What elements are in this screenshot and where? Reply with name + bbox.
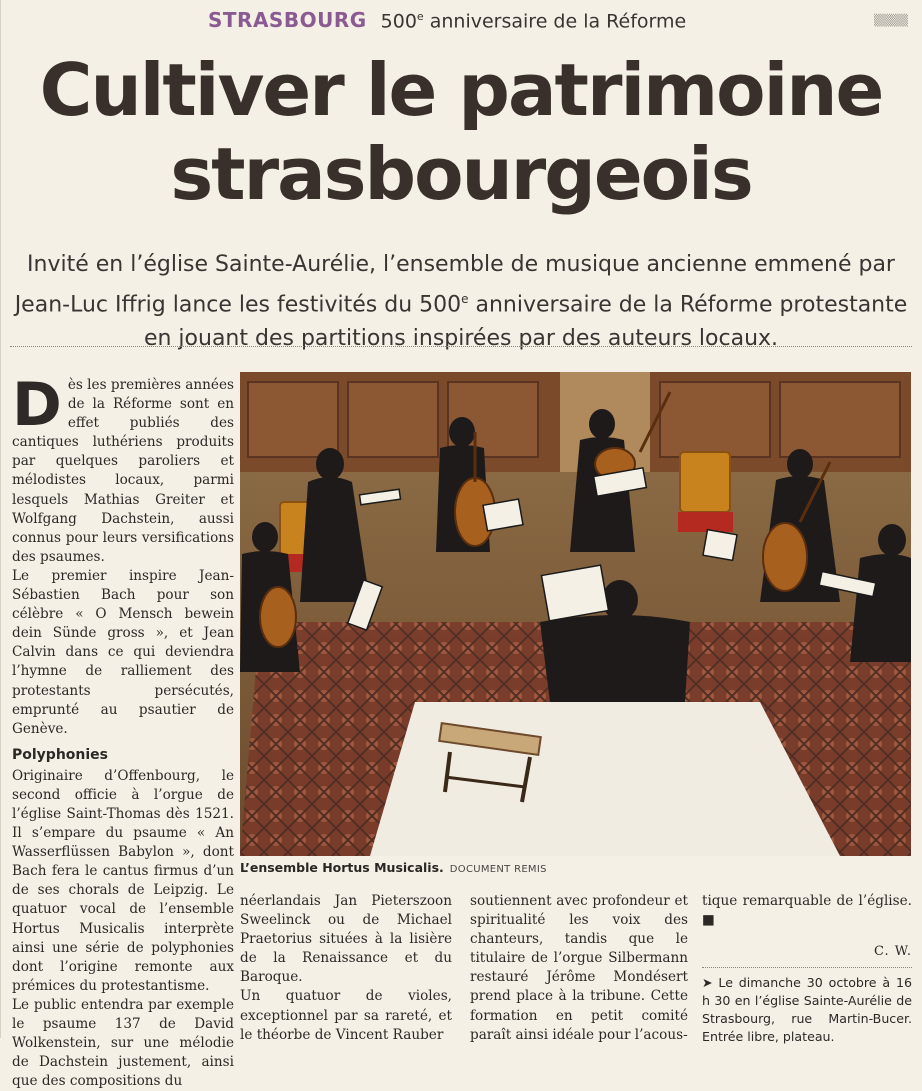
article-column-3 bbox=[470, 892, 688, 1045]
lede-line-2: Jean-Luc Iffrig lance les festivités du 500e anniversaire de la Réforme protestante bbox=[14, 292, 908, 318]
event-info: ➤ Le dimanche 30 octobre à 16 h 30 en l’église Sainte-Aurélie de Strasbourg, rue Martin-Bucer. Entrée libre, plateau. bbox=[702, 975, 912, 1045]
article-column-2 bbox=[240, 892, 452, 1045]
lede-line-3: en jouant des partitions inspirées par des auteurs locaux. bbox=[143, 326, 779, 352]
adjacent-page-fragment: ▒▒▒▒ bbox=[874, 14, 908, 27]
article-photo bbox=[240, 372, 911, 856]
paragraph-8: tique remarquable de l’église. ■ bbox=[702, 893, 912, 929]
kicker bbox=[208, 8, 686, 36]
photo-caption bbox=[240, 860, 911, 875]
lede-line-1: Invité en l’église Sainte-Aurélie, l’ensemble de musique ancienne emmené par bbox=[27, 252, 895, 277]
subheading: Polyphonies bbox=[12, 746, 109, 763]
photo-credit: DOCUMENT REMIS bbox=[449, 864, 547, 875]
section-divider bbox=[10, 346, 912, 347]
headline-line-1: Cultiver le patrimoine bbox=[39, 48, 883, 132]
paragraph-5: néerlandais Jan Pieterszoon Sweelinck ou de Michael Praetorius situées à la lisière de la Renaissance et du Baroque. bbox=[240, 893, 452, 986]
paragraph-2: Le premier inspire Jean-Sébastien Bach pour son célèbre « O Mensch bewein dein Sünde gross », et Jean Calvin dans ce qui deviendra l’hymne de ralliement des protestants persécutés, emprunté au psautier de Genève. bbox=[12, 567, 234, 737]
info-divider bbox=[702, 967, 912, 968]
paragraph-1: Dès les premières années de la Réforme sont en effet publiés des cantiques luthériens produits par quelques paroliers et mélodistes locaux, parmi lesquels Mathias Greiter et Wolfgang Dachstein, aussi connus pour leurs versifications des psaumes. bbox=[12, 370, 234, 565]
headline-line-2: strasbourgeois bbox=[170, 132, 752, 216]
paragraph-3: Originaire d’Offenbourg, le second officie à l’orgue de l’église Saint-Thomas dès 1521. Il s’empare du psaume « An Wasserflüssen Babylon », dont Bach fera le cantus firmus d’un de ses chorals de Leipzig. Le quatuor vocal de l’ensemble Hortus Musicalis interprète ainsi une série de polyphonies dont l’origine remonte aux prémices du protestantisme. bbox=[12, 767, 234, 994]
article-column-4 bbox=[702, 892, 912, 1046]
author-signature: C. W. bbox=[874, 944, 912, 960]
kicker-city: STRASBOURG bbox=[208, 8, 367, 32]
paragraph-6: Un quatuor de violes, exceptionnel par sa rareté, et le théorbe de Vincent Rauber bbox=[240, 988, 452, 1043]
ensemble-photo-illustration bbox=[240, 372, 911, 856]
article-column-1 bbox=[12, 370, 234, 1091]
paragraph-7: soutiennent avec profondeur et spiritualité les voix des chanteurs, tandis que le titulaire de l’orgue Silbermann restauré Jérôme Mondésert prend place à la tribune. Cette formation en petit comité paraît ainsi idéale pour l’acous- bbox=[470, 893, 688, 1043]
kicker-event: 500e anniversaire de la Réforme bbox=[380, 9, 687, 32]
caption-text: L’ensemble Hortus Musicalis. bbox=[240, 860, 444, 875]
drop-cap: D bbox=[12, 370, 62, 440]
paragraph-4: Le public entendra par exemple le psaume 137 de David Wolkenstein, sur une mélodie de Dachstein justement, ainsi que des compositions du bbox=[12, 996, 234, 1090]
lede bbox=[10, 248, 912, 356]
headline bbox=[0, 48, 922, 216]
